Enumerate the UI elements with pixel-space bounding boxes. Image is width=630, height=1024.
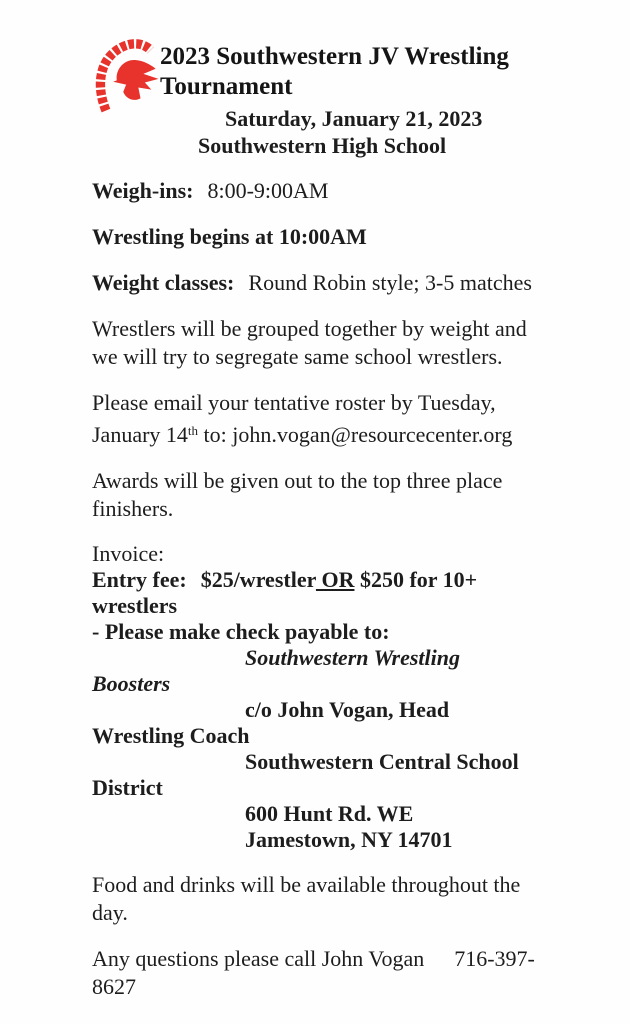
title-line-1: 2023 Southwestern JV Wrestling (160, 43, 509, 70)
or-underlined: OR (315, 567, 355, 592)
weigh-ins-line (92, 177, 560, 205)
event-date: Saturday, January 21, 2023 (225, 106, 483, 131)
payee-name-line-2: Boosters (92, 671, 171, 696)
district-line-2: District (92, 775, 163, 800)
entry-fee-wrap-line: wrestlers (92, 593, 178, 618)
email-address: to: john.vogan@resourcecenter.org (198, 422, 513, 447)
food-paragraph: Food and drinks will be available throughout the day. (92, 872, 521, 925)
title-line-2: Tournament (160, 73, 293, 100)
spartan-helmet-icon (93, 37, 165, 115)
invoice-heading: Invoice: (92, 541, 165, 566)
care-of-line-2: Wrestling Coach (92, 723, 250, 748)
page-title (160, 0, 560, 102)
street-address-line: 600 Hunt Rd. WE (245, 801, 414, 826)
payee-name-line-1: Southwestern Wrestling (245, 645, 460, 670)
email-roster-paragraph: Please email your tentative roster by Tuesday, January 14th to: john.vogan@resourcecenter.org (92, 389, 560, 449)
weight-classes-value: Round Robin style; 3-5 matches (248, 270, 532, 295)
city-address-line: Jamestown, NY 14701 (245, 827, 453, 852)
event-location: Southwestern High School (198, 133, 447, 158)
weigh-ins-value: 8:00-9:00AM (207, 178, 329, 203)
grouping-paragraph: Wrestlers will be grouped together by weight and we will try to segregate same school wrestlers. (92, 316, 527, 369)
flyer-body (92, 177, 560, 1001)
questions-text: Any questions please call John Vogan (92, 946, 425, 971)
care-of-line-1: c/o John Vogan, Head (245, 697, 450, 722)
district-line-1: Southwestern Central School (245, 749, 519, 774)
payable-line: - Please make check payable to: (92, 619, 390, 644)
weigh-ins-label: Weigh-ins: (92, 178, 194, 203)
entry-fee-line: Entry fee: $25/wrestler OR $250 for 10+ (92, 567, 478, 592)
email-line-2: January 14th to: john.vogan@resourcecenter.org (92, 422, 513, 447)
awards-paragraph: Awards will be given out to the top three place finishers. (92, 468, 503, 521)
weight-classes-line (92, 269, 560, 297)
questions-paragraph (92, 945, 560, 1001)
invoice-section (92, 541, 560, 853)
phone-number: 716-397-8627 (92, 946, 535, 999)
ordinal-superscript: th (187, 423, 199, 438)
weight-classes-label: Weight classes: (92, 270, 235, 295)
wrestling-begins-line: Wrestling begins at 10:00AM (92, 224, 367, 249)
